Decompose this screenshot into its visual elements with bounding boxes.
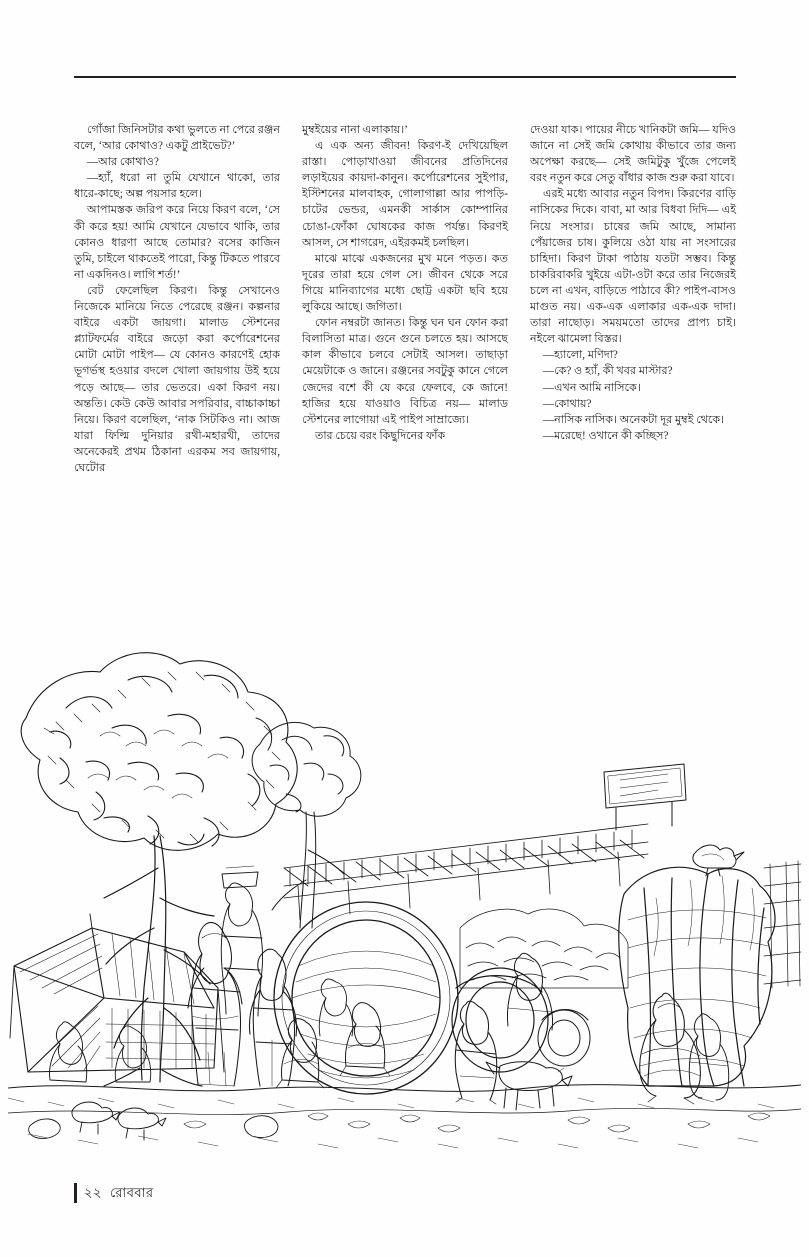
top-divider-rule	[74, 76, 736, 78]
paragraph: মুম্বইয়ের নানা এলাকায়।’	[302, 124, 408, 136]
footer-rule	[74, 1183, 77, 1203]
paragraph: —আর কোথাও?	[87, 156, 159, 169]
paragraph: এ এক অন্য জীবন! কিরণ-ই দেখিয়েছিল রাস্তা। পোড়াখাওয়া জীবনের প্রতিদিনের লড়াইয়ের কায়দা-কানুন। কর্পোরেশনের সুইপার, ইস্টিশনের মালবাহক, গোলাগাল্লা আর পাপড়ি-চাটের ভেন্ডর, এমনকী সার্কাস কোম্পানির চোঙা-ফোঁকা ঘোষকের কাজ পর্যন্ত। কিরণই আসল, সে শাগরেদ, এইরকমই চলছিল।	[302, 140, 508, 249]
paragraph: তার চেয়ে বরং কিছুদিনের ফাঁক	[315, 429, 446, 442]
paragraph: গোঁজা জিনিসটার কথা ভুলতে না পেরে রঞ্জন বলে, ‘আর কোথাও? একটু প্রাইভেট?’	[74, 124, 280, 153]
paragraph: —হ্যাঁ, ধরো না তুমি যেখানে থাকো, তার ধারে-কাছে; অল্প পয়সার হলে।	[74, 172, 280, 201]
page-footer	[74, 1183, 736, 1205]
paragraph: মাঝে মাঝে একজনের মুখ মনে পড়ত। কত দূরের তারা হয়ে গেল সে। জীবন থেকে সরে গিয়ে মানিব্যাগের মধ্যে ছোট্ট একটা ছবি হয়ে লুকিয়ে আছে। জগিতা।	[302, 252, 508, 314]
paragraph: ফোন নম্বরটা জানত। কিন্তু ঘন ঘন ফোন করা বিলাসিতা মাত্র। গুনে গুনে চলতে হয়। আসছে কাল কীভাবে চলবে সেটাই আসল। তাছাড়া মেয়েটাকে ও জানে। রঞ্জনের সবটুকু কানে গেলে জেদের বশে কী যে করে ফেলবে, কে জানে! হাজির হয়ে যাওয়াও বিচিত্র নয়— মালাড স্টেশনের লাগোয়া এই পাইপ সাম্রাজ্যে।	[302, 317, 508, 426]
page-number: ২২	[84, 1185, 102, 1200]
paragraph: এরই মধ্যে আবার নতুন বিপদ। কিরণের বাড়ি নাসিকের দিকে। বাবা, মা আর বিধবা দিদি— এই নিয়ে সংসার। চাষের জমি আছে, সামান্য পেঁয়াজের চাষ। কুলিয়ে ওঠা যায় না সংসারের চাহিদা। কিরণ টাকা পাঠায় যতটা সম্ভব। কিন্তু চাকরিবাকরি খুইয়ে এটা-ওটা করে তার নিজেরই চলে না এখন, বাড়িতে পাঠাবে কী? পাইপ-বাসও মাগুত নয়। এক-এক এলাকার এক-এক দাদা। তারা নাছোড়। সময়মতো তাদের প্রাপ্য চাই। নইলে ঝামেলা বিস্তর।	[530, 188, 736, 346]
paragraph: —মরেছে! ওখানে কী কচ্ছিস?	[543, 429, 669, 442]
paragraph: —কোথায়?	[543, 397, 592, 410]
paragraph: —এখন আমি নাসিকে।	[543, 381, 641, 394]
magazine-name: রোববার	[110, 1185, 154, 1200]
article-text-columns	[74, 122, 736, 476]
pipe-dwelling-slum-illustration	[8, 568, 801, 1170]
paragraph: —নাসিক নাসিক। অনেকটা দূর মুম্বই থেকে।	[543, 413, 725, 426]
text-column-3	[530, 122, 736, 476]
paragraph: আপামস্তক জরিপ করে নিয়ে কিরণ বলে, ‘সে কী করে হয়! আমি যেখানে যেভাবে থাকি, তার কোনও ধারণা আছে তোমার? বসের কাজিন তুমি, চাইলে থাকতেই পারো, কিন্তু টিকতে পারবে না একদিনও। লাগি শর্ত!’	[74, 204, 280, 281]
paragraph: দেওয়া যাক। পায়ের নীচে খানিকটা জমি— যদিও জানে না সেই জমি কোথায় কীভাবে তার জন্য অপেক্ষা করছে— সেই জমিটুকু খুঁজে পেলেই বরং নতুন করে সেতু বাঁধার কাজ শুরু করা যাবে।	[530, 124, 736, 185]
paragraph: বেট ফেলেছিল কিরণ। কিন্তু সেখানেও নিজেকে মানিয়ে নিতে পেরেছে রঞ্জন। কল্পনার বাইরে একটা জায়গা। মালাড স্টেশনের প্ল্যাটফর্মের বাইরে জড়ো করা কর্পোরেশনের মোটা মোটা পাইপ— যে কোনও কারণেই হোক ভূগর্ভস্থ হওয়ার বদলে খোলা জায়গায় উই হয়ে পড়ে আছে— তার ভেতরে। একা কিরণ নয়। অন্ততি। কেউ কেউ আবার সপরিবার, বাচ্চাকাচ্চা নিয়ে। কিরণ বলেছিল, ‘নাক সিটকিও না। আজ যারা ফিল্মি দুনিয়ার রথী-মহারথী, তাদের অনেকেরই প্রথম ঠিকানা এরকম সব জায়গায়, ঘেটোর	[74, 284, 280, 474]
text-column-2	[302, 122, 508, 476]
text-column-1	[74, 122, 280, 476]
paragraph: —হ্যালো, মণিদা?	[543, 349, 618, 362]
paragraph: —কে? ও হ্যাঁ, কী খবর মাস্টার?	[543, 365, 673, 378]
